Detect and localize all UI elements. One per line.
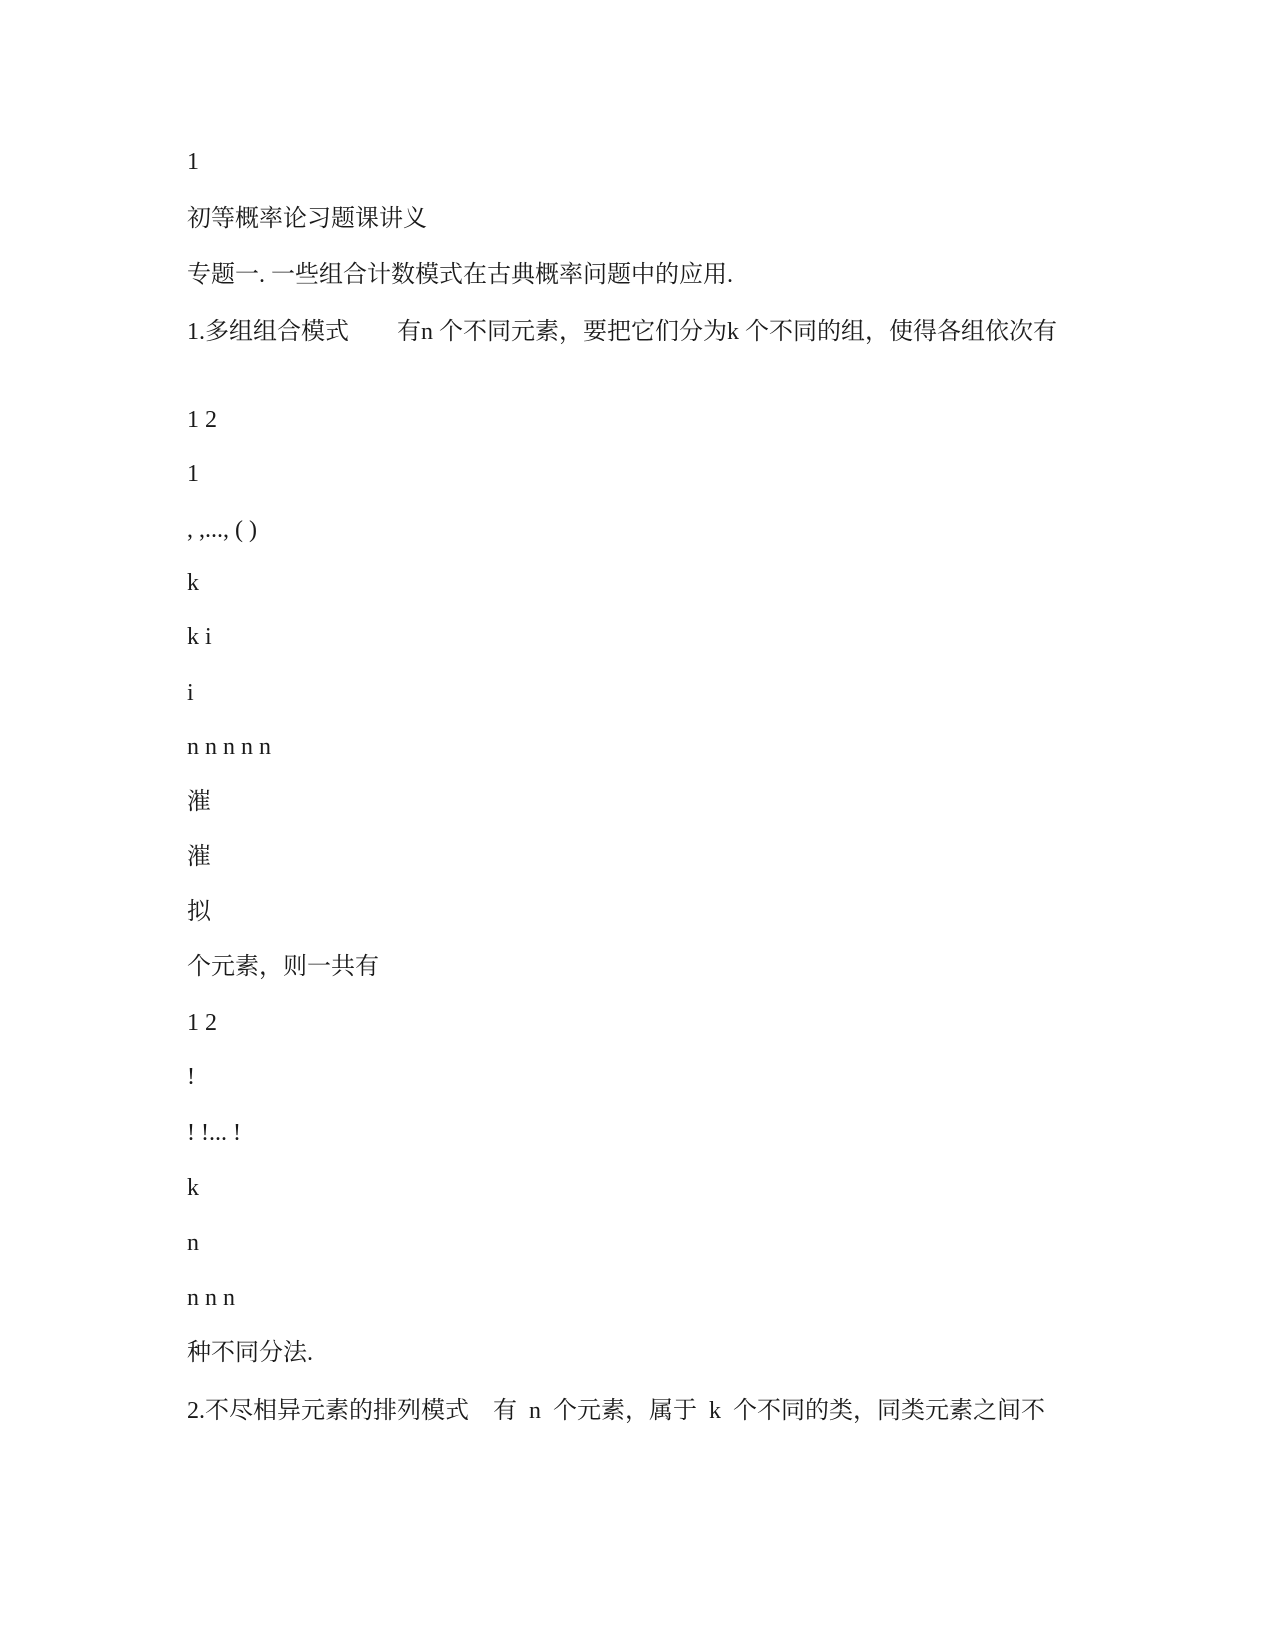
fragment-line: , ,..., ( ): [187, 517, 257, 543]
fragment-line: !: [187, 1064, 195, 1090]
section-1-paragraph: [187, 316, 1087, 348]
fragment-line: 漼: [187, 844, 211, 870]
page-number: 1: [187, 149, 199, 175]
topic-heading: 专题一. 一些组合计数模式在古典概率问题中的应用.: [187, 262, 733, 288]
fragment-line: k: [187, 570, 199, 596]
fragment-line: 1 2: [187, 1010, 217, 1036]
fragment-line: 种不同分法.: [187, 1340, 313, 1366]
fragment-line: ! !... !: [187, 1120, 241, 1146]
document-title: 初等概率论习题课讲义: [187, 206, 427, 232]
fragment-line: 1 2: [187, 407, 217, 433]
fragment-line: 拟: [187, 899, 211, 925]
fragment-line: 1: [187, 461, 199, 487]
fragment-line: i: [187, 680, 194, 706]
section-1-heading: 1.多组组合模式: [187, 319, 349, 345]
fragment-line: n n n n n: [187, 734, 271, 760]
section-2-paragraph: [187, 1395, 1045, 1427]
fragment-line: k i: [187, 624, 212, 650]
section-2-text: 有 n 个元素，属于 k 个不同的类，同类元素之间不: [493, 1398, 1045, 1424]
fragment-line: n n n: [187, 1285, 235, 1311]
section-1-text: 有n 个不同元素，要把它们分为k 个不同的组，使得各组依次有: [397, 319, 1057, 345]
fragment-line: n: [187, 1230, 199, 1256]
fragment-line: 漼: [187, 789, 211, 815]
fragment-line: 个元素，则一共有: [187, 954, 379, 980]
section-2-heading: 2.不尽相异元素的排列模式: [187, 1398, 469, 1424]
fragment-line: k: [187, 1175, 199, 1201]
